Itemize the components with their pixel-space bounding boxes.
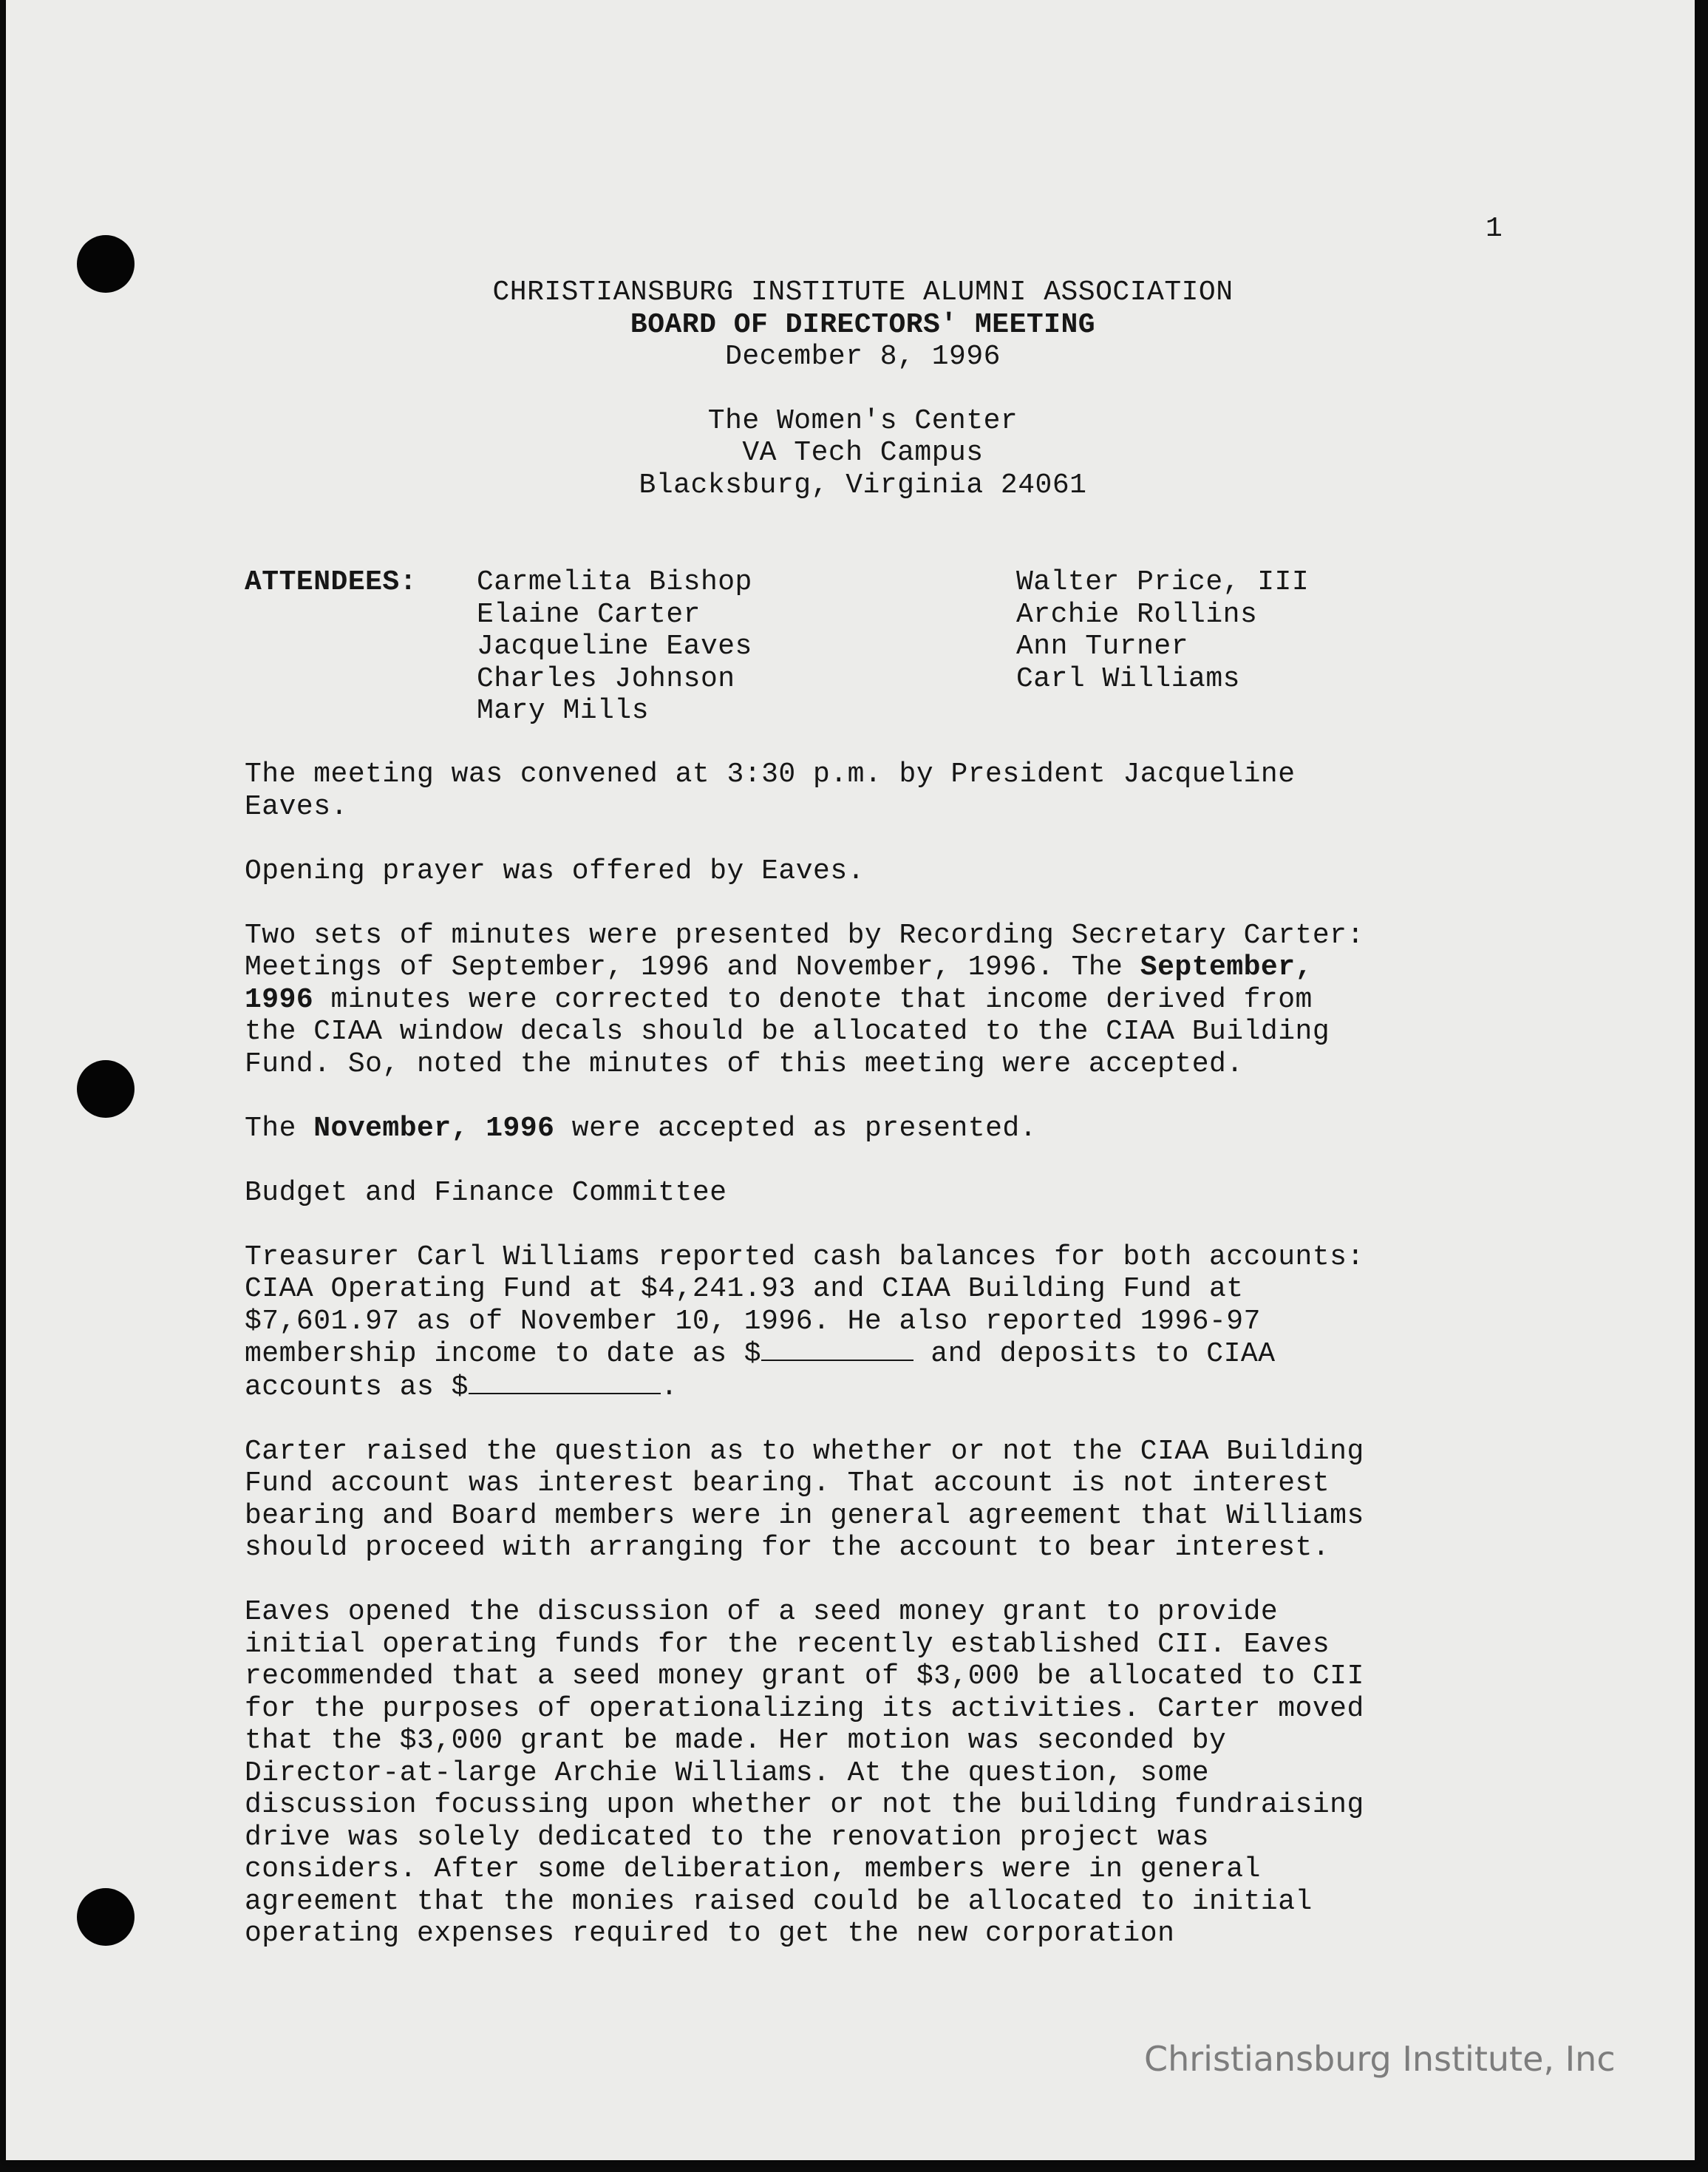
paragraph-seed-grant: [245, 1596, 1516, 1950]
attendee-name: Jacqueline Eaves: [477, 631, 752, 662]
document-header: [18, 276, 1707, 501]
page-number: 1: [1486, 213, 1503, 245]
text-line: Treasurer Carl Williams reported cash balances for both accounts:: [245, 1241, 1364, 1273]
text-line: CIAA Operating Fund at $4,241.93 and CIAA Building Fund at: [245, 1273, 1244, 1305]
attendee-name: Archie Rollins: [1016, 598, 1258, 631]
minutes-body: [245, 758, 1516, 1982]
text-line: recommended that a seed money grant of $3,000 be allocated to CII: [245, 1660, 1364, 1692]
paragraph-minutes: [245, 920, 1516, 1081]
organization-title: CHRISTIANSBURG INSTITUTE ALUMNI ASSOCIATION: [492, 276, 1234, 308]
text-line: [245, 1113, 1516, 1145]
text-span: accounts as $: [245, 1371, 469, 1403]
blank-line: [761, 1337, 913, 1361]
document-text: [6, 0, 1695, 2160]
blank-line: [469, 1371, 661, 1394]
meeting-title: BOARD OF DIRECTORS' MEETING: [630, 308, 1096, 341]
text-line: that the $3,000 grant be made. Her motion was seconded by: [245, 1725, 1227, 1757]
venue-name: The Women's Center: [707, 404, 1018, 437]
text-line: $7,601.97 as of November 10, 1996. He also reported 1996-97: [245, 1305, 1261, 1337]
paragraph-interest: [245, 1436, 1516, 1564]
paragraph-prayer: [245, 855, 1516, 888]
text-line: Director-at-large Archie Williams. At the question, some: [245, 1757, 1210, 1789]
text-line: [245, 1371, 1516, 1404]
attendees-section: [245, 566, 1501, 729]
text-line: considers. After some deliberation, members were in general: [245, 1853, 1261, 1885]
text-span: .: [660, 1371, 678, 1403]
text-line: bearing and Board members were in general agreement that Williams: [245, 1499, 1364, 1532]
text-span: and deposits to CIAA: [913, 1338, 1276, 1370]
watermark-text: Christiansburg Institute, Inc: [1144, 2039, 1616, 2079]
text-span: Meetings of September, 1996 and November, 1996. The: [245, 951, 1140, 983]
attendee-name: Carl Williams: [1016, 662, 1240, 695]
attendee-name: Mary Mills: [477, 695, 650, 727]
meeting-date: December 8, 1996: [725, 341, 1001, 373]
text-span: minutes were corrected to denote that income derived from: [313, 983, 1313, 1016]
text-line: [245, 984, 1516, 1017]
attendee-name: Ann Turner: [1016, 631, 1189, 662]
text-line: Carter raised the question as to whether or not the CIAA Building: [245, 1435, 1364, 1467]
text-line: Fund account was interest bearing. That account is not interest: [245, 1467, 1330, 1499]
text-line: [245, 1337, 1516, 1371]
text-span: were accepted as presented.: [554, 1112, 1037, 1144]
text-span: membership income to date as $: [245, 1338, 762, 1370]
text-line: Two sets of minutes were presented by Recording Secretary Carter:: [245, 919, 1364, 951]
text-line: initial operating funds for the recently established CII. Eaves: [245, 1628, 1330, 1660]
attendees-label: ATTENDEES:: [245, 566, 418, 598]
section-heading-budget: [245, 1177, 1516, 1209]
text-line: agreement that the monies raised could be allocated to initial: [245, 1885, 1313, 1918]
text-line: for the purposes of operationalizing its activities. Carter moved: [245, 1692, 1364, 1725]
text-line: the CIAA window decals should be allocated to the CIAA Building: [245, 1016, 1330, 1048]
text-line: Eaves opened the discussion of a seed money grant to provide: [245, 1596, 1279, 1628]
text-line: [245, 951, 1516, 984]
text-line: operating expenses required to get the new corporation: [245, 1918, 1175, 1949]
paragraph-november: [245, 1113, 1516, 1145]
document-page: [6, 0, 1695, 2160]
attendees-column-1: [477, 566, 752, 727]
text-line: Opening prayer was offered by Eaves.: [245, 855, 865, 887]
attendee-name: Charles Johnson: [477, 662, 735, 695]
text-line: The meeting was convened at 3:30 p.m. by President Jacqueline: [245, 758, 1296, 790]
attendees-column-2: [1016, 566, 1309, 695]
paragraph-treasurer: [245, 1241, 1516, 1404]
attendee-name: Walter Price, III: [1016, 566, 1310, 598]
text-line: Budget and Finance Committee: [245, 1176, 727, 1209]
text-line: Eaves.: [245, 790, 348, 823]
paragraph-convened: [245, 758, 1516, 823]
text-line: drive was solely dedicated to the renovation project was: [245, 1821, 1210, 1853]
venue-address: Blacksburg, Virginia 24061: [639, 469, 1087, 501]
bold-text: September,: [1140, 951, 1313, 983]
text-line: Fund. So, noted the minutes of this meeting were accepted.: [245, 1048, 1244, 1080]
bold-text: 1996: [245, 983, 314, 1016]
attendee-name: Carmelita Bishop: [477, 566, 752, 598]
venue-campus: VA Tech Campus: [742, 437, 984, 469]
text-line: should proceed with arranging for the account to bear interest.: [245, 1532, 1330, 1564]
attendee-name: Elaine Carter: [477, 598, 701, 631]
text-span: The: [245, 1112, 314, 1144]
bold-text: November, 1996: [313, 1112, 555, 1144]
text-line: discussion focussing upon whether or not the building fundraising: [245, 1789, 1364, 1821]
